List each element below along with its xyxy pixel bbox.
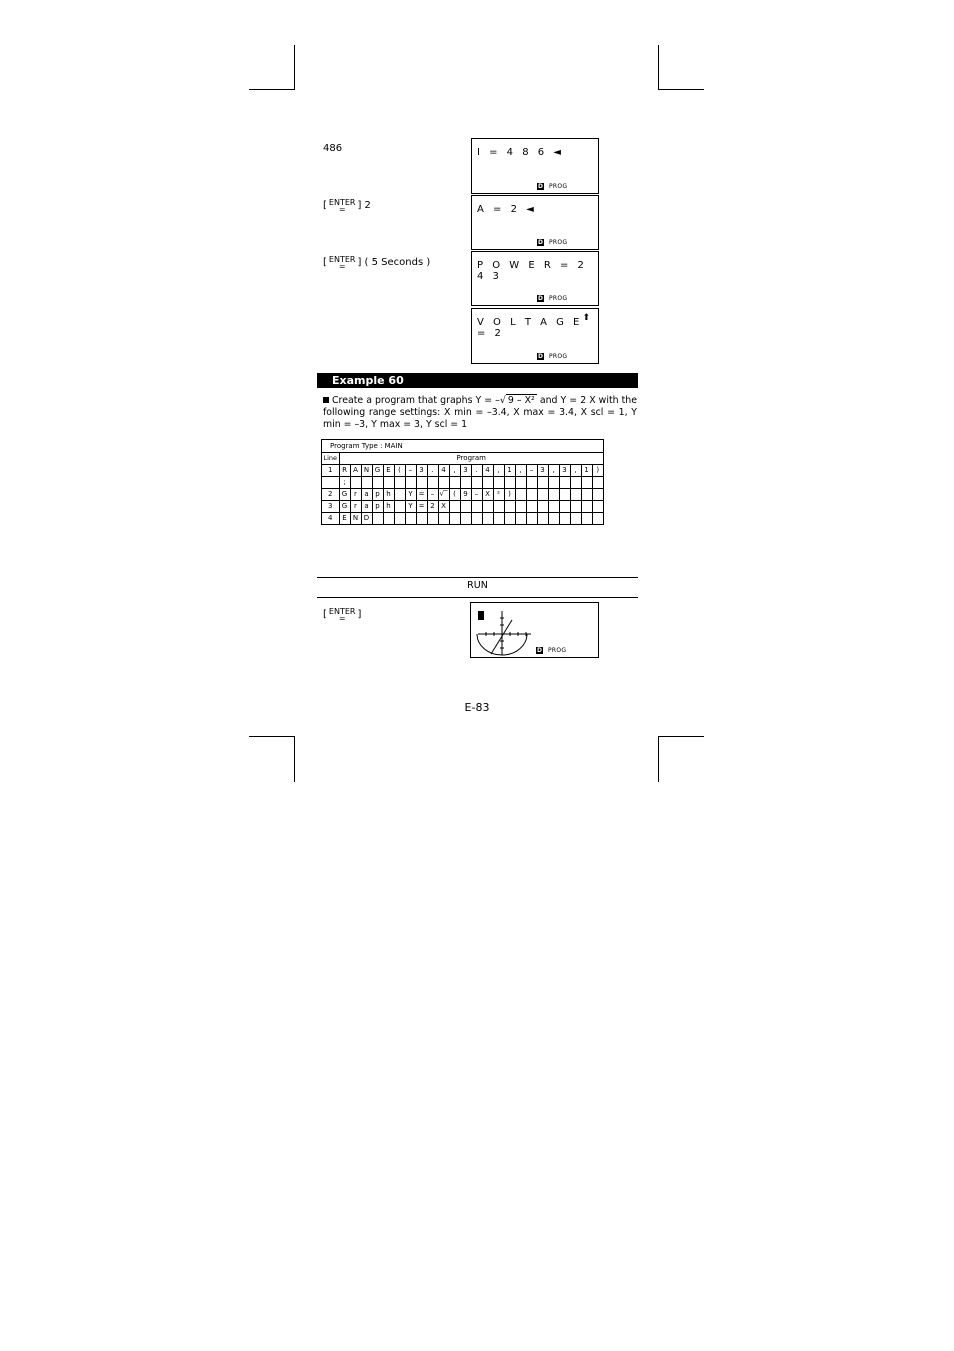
program-cell: G [339, 489, 350, 501]
program-grid [322, 453, 603, 524]
lcd-text: P O W E R = 2 4 3 [477, 260, 587, 282]
program-cell [471, 501, 482, 513]
program-cell: – [471, 489, 482, 501]
program-cell [460, 477, 471, 489]
program-cell: – [427, 489, 438, 501]
program-cell [526, 513, 537, 525]
program-cell: 1 [504, 465, 515, 477]
program-cell: a [361, 501, 372, 513]
graph-plot [471, 603, 598, 657]
program-table [321, 439, 604, 525]
program-cell [581, 489, 592, 501]
program-cell [394, 501, 405, 513]
program-cell [383, 513, 394, 525]
degree-mode-indicator: D [538, 183, 543, 190]
program-cell: , [449, 465, 460, 477]
program-cell [460, 501, 471, 513]
step-prefix: [ [323, 200, 327, 211]
program-cell [427, 513, 438, 525]
program-cell [482, 513, 493, 525]
cursor-block [478, 611, 484, 620]
program-cell [570, 501, 581, 513]
step-suffix: ] [357, 609, 362, 620]
prog-indicator: PROG [549, 239, 568, 246]
program-cell [493, 501, 504, 513]
program-cell [482, 477, 493, 489]
divider [317, 577, 638, 578]
crop-mark [294, 736, 295, 782]
program-cell [416, 513, 427, 525]
degree-mode-indicator: D [538, 239, 543, 246]
prog-indicator: PROG [549, 295, 568, 302]
program-cell: r [350, 501, 361, 513]
step-suffix: ] 2 [357, 200, 371, 211]
program-cell [559, 489, 570, 501]
program-cell [504, 477, 515, 489]
program-header: Program [339, 453, 603, 465]
program-cell: G [372, 465, 383, 477]
program-cell: A [350, 465, 361, 477]
program-row [322, 465, 603, 477]
program-cell: ) [592, 465, 603, 477]
program-row [322, 489, 603, 501]
program-cell: 4 [482, 465, 493, 477]
step-prefix: [ [323, 609, 327, 620]
program-cell [592, 489, 603, 501]
program-cell [449, 477, 460, 489]
program-cell [559, 513, 570, 525]
program-cell [493, 513, 504, 525]
program-cell: 4 [438, 465, 449, 477]
line-number: 3 [322, 501, 339, 513]
program-cell [438, 477, 449, 489]
program-cell [581, 501, 592, 513]
divider [317, 597, 638, 598]
crop-mark [249, 736, 295, 737]
program-cell [570, 489, 581, 501]
enter-key: ENTER = [328, 607, 356, 623]
program-cell: √‾ [438, 489, 449, 501]
program-cell [394, 513, 405, 525]
program-cell: X [438, 501, 449, 513]
program-cell [504, 513, 515, 525]
program-cell: = [416, 501, 427, 513]
program-cell: G [339, 501, 350, 513]
program-cell: E [383, 465, 394, 477]
enter-key: ENTER = [328, 198, 356, 214]
crop-mark [294, 45, 295, 90]
program-cell [394, 477, 405, 489]
line-number: 4 [322, 513, 339, 525]
prog-indicator: PROG [549, 183, 568, 190]
step-prefix: 486 [323, 143, 343, 154]
program-type-label: Program Type : MAIN [322, 440, 603, 453]
program-cell: E [339, 513, 350, 525]
program-cell [592, 477, 603, 489]
lcd-text: V O L T A G E = 2 [477, 317, 583, 339]
prog-indicator: PROG [548, 647, 567, 654]
graph-screen [470, 602, 599, 658]
program-cell [416, 477, 427, 489]
program-cell: h [383, 501, 394, 513]
program-cell [449, 513, 460, 525]
program-cell [504, 501, 515, 513]
program-cell [548, 489, 559, 501]
program-cell: ² [493, 489, 504, 501]
program-cell [570, 477, 581, 489]
program-cell: a [361, 489, 372, 501]
program-cell [548, 501, 559, 513]
program-cell [515, 513, 526, 525]
program-cell: ; [339, 477, 350, 489]
program-cell [537, 501, 548, 513]
degree-mode-indicator: D [537, 647, 542, 654]
program-cell: 9 [460, 489, 471, 501]
line-number [322, 477, 339, 489]
program-cell [537, 489, 548, 501]
program-cell: 3 [537, 465, 548, 477]
up-arrow-icon: ⬆ [582, 313, 590, 323]
lcd-text: I = 4 8 6 ◄ [477, 147, 564, 158]
program-cell [493, 477, 504, 489]
program-cell [361, 477, 372, 489]
example-description: Create a program that graphs Y = –√ 9 – X² and Y = 2 X with the following range settings: X min = –3.4, X max = 3.4, X scl = 1, Y min = –3, Y max = 3, Y scl = 1 [323, 395, 637, 430]
program-cell [350, 477, 361, 489]
enter-key: ENTER = [328, 255, 356, 271]
program-cell [427, 477, 438, 489]
program-cell: , [570, 465, 581, 477]
program-cell: , [515, 465, 526, 477]
crop-mark [658, 736, 659, 782]
line-number: 2 [322, 489, 339, 501]
program-cell: R [339, 465, 350, 477]
program-cell: D [361, 513, 372, 525]
crop-mark [658, 89, 704, 90]
program-cell [592, 513, 603, 525]
degree-mode-indicator: D [538, 353, 543, 360]
lcd-screen [471, 138, 599, 194]
program-cell: . [471, 465, 482, 477]
program-cell [394, 489, 405, 501]
program-cell: ( [394, 465, 405, 477]
sqrt-expression: 9 – X² [507, 395, 535, 406]
step-suffix: ] ( 5 Seconds ) [357, 257, 431, 268]
step-input [323, 143, 342, 155]
program-cell [460, 513, 471, 525]
lcd-text: A = 2 ◄ [477, 204, 537, 215]
program-row [322, 501, 603, 513]
line-header: Line [322, 453, 339, 465]
program-cell: Y [405, 501, 416, 513]
axis-ticks [486, 618, 526, 648]
run-label: RUN [467, 580, 488, 591]
program-cell: – [526, 465, 537, 477]
program-cell: 3 [559, 465, 570, 477]
lcd-screen [471, 195, 599, 250]
step-input [323, 608, 361, 621]
program-cell: p [372, 501, 383, 513]
crop-mark [249, 89, 295, 90]
program-cell [405, 477, 416, 489]
program-cell: h [383, 489, 394, 501]
program-cell [372, 477, 383, 489]
step-prefix: [ [323, 257, 327, 268]
program-cell [482, 501, 493, 513]
program-cell: – [405, 465, 416, 477]
program-cell [559, 477, 570, 489]
program-cell: . [427, 465, 438, 477]
program-cell: , [548, 465, 559, 477]
program-cell [548, 477, 559, 489]
program-cell [537, 477, 548, 489]
program-cell: ( [449, 489, 460, 501]
crop-mark [658, 45, 659, 90]
bullet-icon [323, 397, 329, 403]
program-cell [526, 501, 537, 513]
program-row [322, 477, 603, 489]
program-cell [372, 513, 383, 525]
program-cell [526, 477, 537, 489]
step-input [323, 199, 371, 212]
program-cell: N [350, 513, 361, 525]
program-cell [570, 513, 581, 525]
program-cell: 2 [427, 501, 438, 513]
example-banner [317, 373, 638, 388]
example-title: Example 60 [332, 374, 404, 387]
program-cell [581, 477, 592, 489]
program-cell: N [361, 465, 372, 477]
program-cell: Y [405, 489, 416, 501]
program-cell: r [350, 489, 361, 501]
program-cell: X [482, 489, 493, 501]
program-cell: = [416, 489, 427, 501]
program-cell [592, 501, 603, 513]
program-cell [559, 501, 570, 513]
program-cell [581, 513, 592, 525]
program-cell: , [493, 465, 504, 477]
lcd-screen [471, 308, 599, 364]
step-input [323, 256, 430, 269]
program-cell [438, 513, 449, 525]
prog-indicator: PROG [549, 353, 568, 360]
line-number: 1 [322, 465, 339, 477]
program-cell [515, 501, 526, 513]
program-cell: 3 [416, 465, 427, 477]
program-cell [537, 513, 548, 525]
program-cell: ) [504, 489, 515, 501]
program-cell [515, 489, 526, 501]
degree-mode-indicator: D [538, 295, 543, 302]
program-cell [526, 489, 537, 501]
program-cell: 1 [581, 465, 592, 477]
program-cell [471, 513, 482, 525]
program-cell: 3 [460, 465, 471, 477]
program-row [322, 513, 603, 525]
program-cell [405, 513, 416, 525]
program-cell [449, 501, 460, 513]
program-cell [548, 513, 559, 525]
crop-mark [658, 736, 704, 737]
program-cell [383, 477, 394, 489]
lcd-screen [471, 251, 599, 306]
program-cell [515, 477, 526, 489]
program-cell: p [372, 489, 383, 501]
page-number: E-83 [464, 701, 490, 714]
program-cell [471, 477, 482, 489]
